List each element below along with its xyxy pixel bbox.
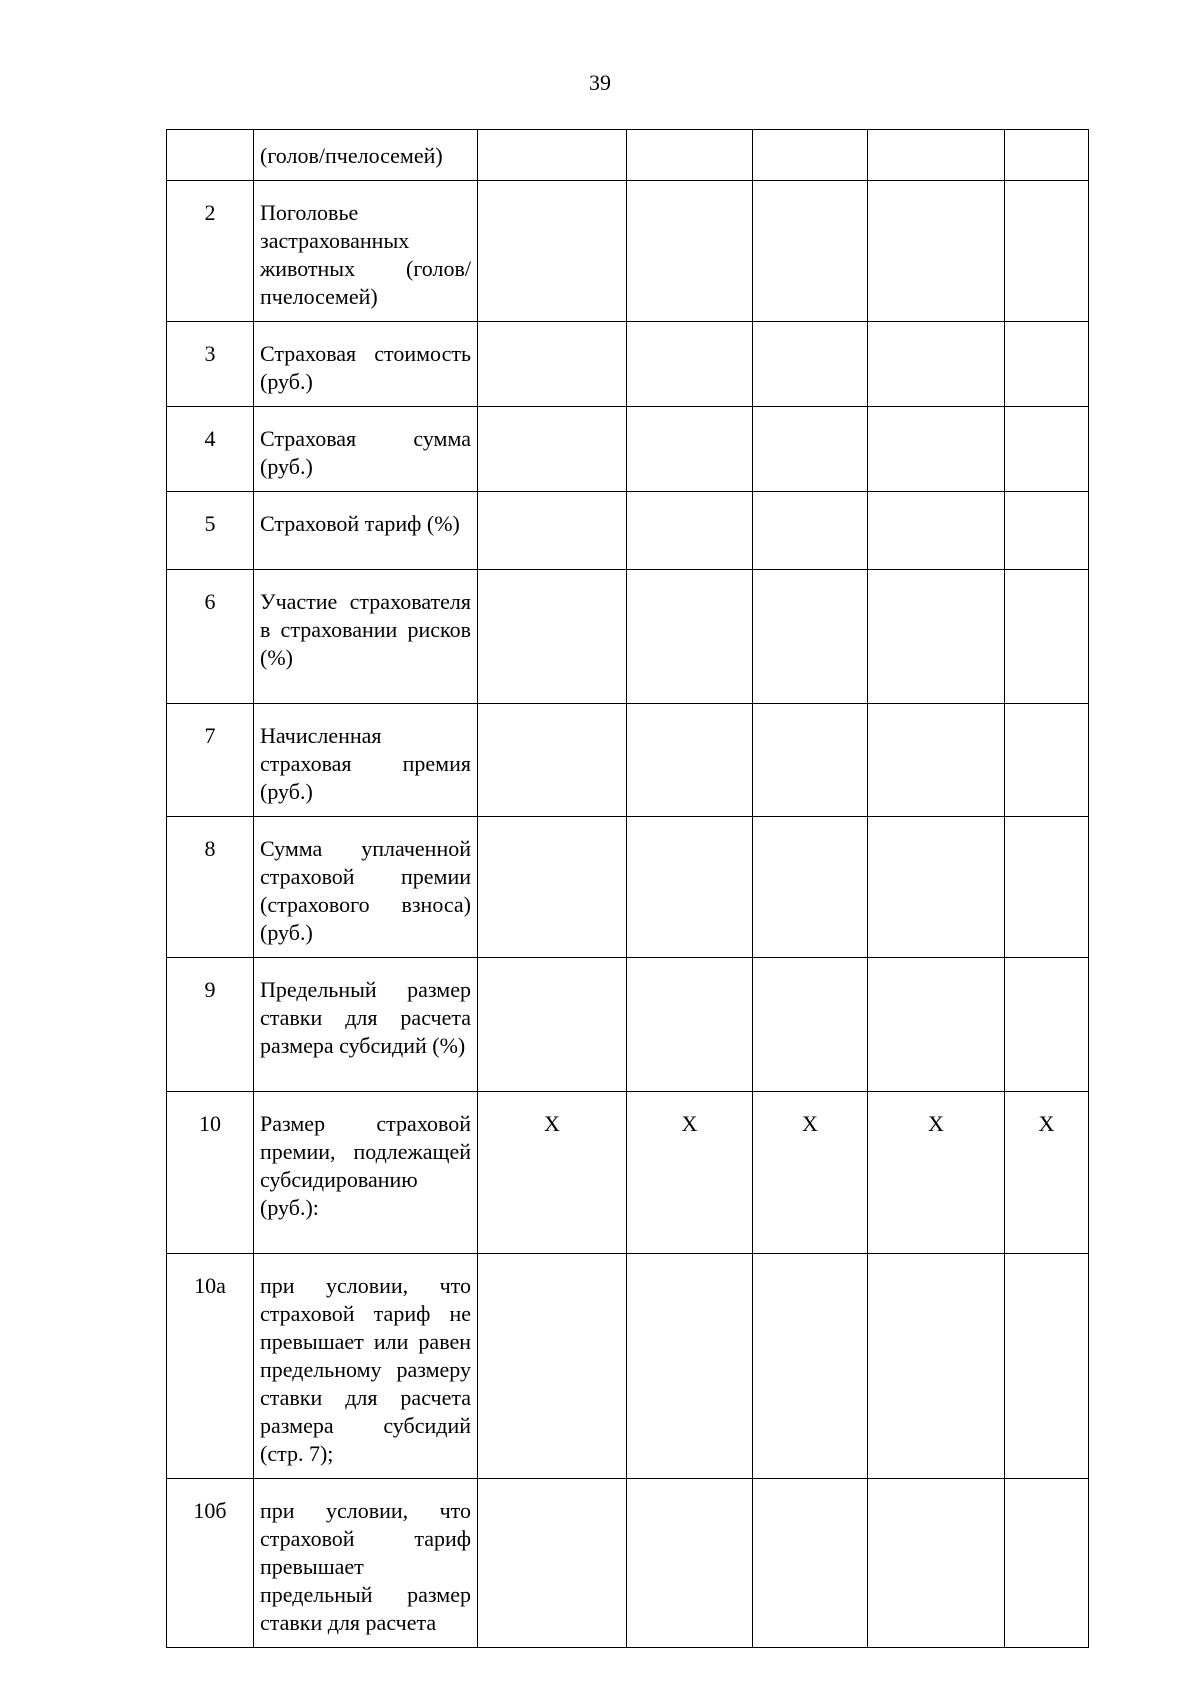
value-cell [868, 817, 1005, 958]
value-cell [868, 958, 1005, 1092]
value-cell [1005, 570, 1089, 704]
value-cell: X [478, 1092, 627, 1254]
row-number-cell: 5 [167, 492, 254, 570]
value-cell [868, 322, 1005, 407]
row-number-cell: 10 [167, 1092, 254, 1254]
value-cell [478, 1479, 627, 1648]
value-cell [478, 958, 627, 1092]
value-cell [753, 570, 868, 704]
table-row [167, 1254, 1089, 1479]
page-number: 39 [589, 70, 611, 95]
value-cell [478, 322, 627, 407]
row-number-cell: 2 [167, 181, 254, 322]
row-label-cell: Страховая сумма (руб.) [254, 407, 478, 492]
table-row [167, 322, 1089, 407]
value-cell [478, 407, 627, 492]
row-label-cell: Сумма уплаченной страховой премии (страхового взноса) (руб.) [254, 817, 478, 958]
value-cell: X [753, 1092, 868, 1254]
value-cell [868, 492, 1005, 570]
value-cell [627, 1479, 753, 1648]
value-cell [478, 1254, 627, 1479]
value-cell [868, 407, 1005, 492]
value-cell [753, 322, 868, 407]
row-label-cell: при условии, что страховой тариф не превышает или равен предельному размеру ставки для расчета размера субсидий (стр. 7); [254, 1254, 478, 1479]
row-number-cell: 8 [167, 817, 254, 958]
row-label-cell: Предельный размер ставки для расчета размера субсидий (%) [254, 958, 478, 1092]
value-cell [1005, 704, 1089, 817]
value-cell [1005, 407, 1089, 492]
value-cell [753, 958, 868, 1092]
value-cell [627, 1254, 753, 1479]
value-cell [868, 1254, 1005, 1479]
table-row [167, 958, 1089, 1092]
row-label-cell: Поголовье застрахованных животных (голов/пчелосемей) [254, 181, 478, 322]
table-row [167, 1479, 1089, 1648]
value-cell [478, 704, 627, 817]
table-row [167, 1092, 1089, 1254]
value-cell: X [1005, 1092, 1089, 1254]
value-cell [627, 492, 753, 570]
value-cell [1005, 492, 1089, 570]
value-cell [478, 181, 627, 322]
row-label-cell: Участие страхователя в страховании рисков (%) [254, 570, 478, 704]
value-cell [868, 704, 1005, 817]
row-number-cell: 9 [167, 958, 254, 1092]
value-cell [478, 817, 627, 958]
value-cell [627, 570, 753, 704]
row-number-cell: 3 [167, 322, 254, 407]
value-cell [1005, 1254, 1089, 1479]
value-cell [753, 1254, 868, 1479]
value-cell [753, 181, 868, 322]
row-label-cell: Страховая стоимость (руб.) [254, 322, 478, 407]
row-number-cell: 6 [167, 570, 254, 704]
table-row [167, 130, 1089, 181]
value-cell: X [627, 1092, 753, 1254]
value-cell [478, 570, 627, 704]
value-cell [868, 1479, 1005, 1648]
row-number-cell [167, 130, 254, 181]
value-cell [1005, 958, 1089, 1092]
row-label-cell: Начисленная страховая премия (руб.) [254, 704, 478, 817]
value-cell [753, 492, 868, 570]
row-number-cell: 4 [167, 407, 254, 492]
value-cell [868, 130, 1005, 181]
value-cell [753, 1479, 868, 1648]
value-cell [478, 492, 627, 570]
value-cell [753, 817, 868, 958]
value-cell [753, 407, 868, 492]
table-row [167, 570, 1089, 704]
value-cell [627, 322, 753, 407]
row-label-cell: Размер страховой премии, подлежащей субсидированию (руб.): [254, 1092, 478, 1254]
value-cell: X [868, 1092, 1005, 1254]
row-label-cell: при условии, что страховой тариф превышает предельный размер ставки для расчета [254, 1479, 478, 1648]
value-cell [1005, 1479, 1089, 1648]
value-cell [627, 181, 753, 322]
value-cell [1005, 130, 1089, 181]
table-row [167, 407, 1089, 492]
value-cell [1005, 181, 1089, 322]
value-cell [627, 704, 753, 817]
row-number-cell: 10б [167, 1479, 254, 1648]
value-cell [868, 181, 1005, 322]
value-cell [868, 570, 1005, 704]
value-cell [627, 817, 753, 958]
value-cell [478, 130, 627, 181]
value-cell [753, 130, 868, 181]
row-label-cell: (голов/пчелосемей) [254, 130, 478, 181]
table-row [167, 817, 1089, 958]
subsidy-form-table [166, 129, 1089, 1648]
value-cell [753, 704, 868, 817]
table-row [167, 181, 1089, 322]
table-row [167, 492, 1089, 570]
value-cell [1005, 322, 1089, 407]
value-cell [627, 130, 753, 181]
row-number-cell: 7 [167, 704, 254, 817]
row-label-cell: Страховой тариф (%) [254, 492, 478, 570]
row-number-cell: 10а [167, 1254, 254, 1479]
value-cell [627, 407, 753, 492]
value-cell [627, 958, 753, 1092]
table-row [167, 704, 1089, 817]
value-cell [1005, 817, 1089, 958]
